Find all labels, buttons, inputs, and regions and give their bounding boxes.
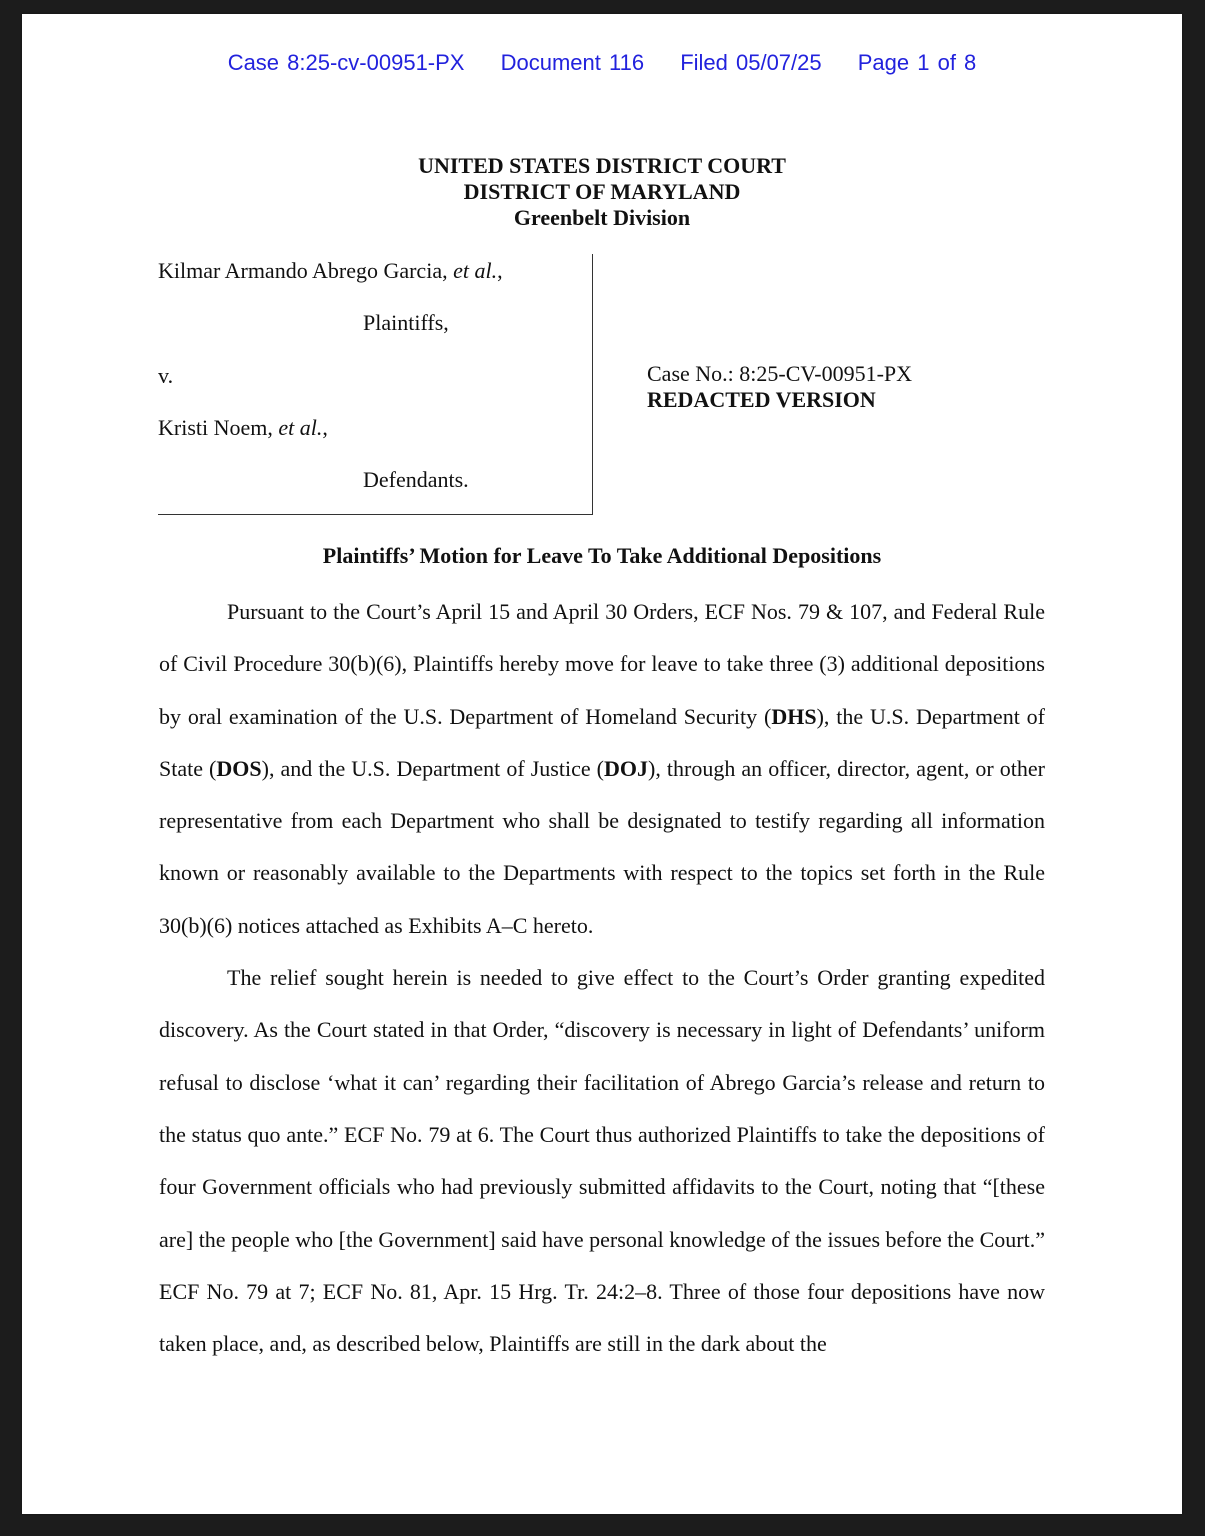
court-district: DISTRICT OF MARYLAND	[463, 179, 741, 204]
versus: v.	[158, 363, 174, 388]
court-division: Greenbelt Division	[513, 205, 691, 230]
defendant-name: Kristi Noem, et al.,	[158, 415, 328, 440]
court-heading	[22, 153, 1182, 231]
header-filed: Filed 05/07/25	[680, 50, 822, 75]
paragraph-2: The relief sought herein is needed to give effect to the Court’s Order granting expedited discovery. As the Court stated in that Order, “discovery is necessary in light of Defendants’ uniform refusal to disclose ‘what it can’ regarding their facilitation of Abrego Garcia’s release and return to the status quo ante.” ECF No. 79 at 6. The Court thus authorized Plaintiffs to take the depositions of four Government officials who had previously submitted affidavits to the Court, noting that “[these are] the people who [the Government] said have personal knowledge of the issues before the Court.” ECF No. 79 at 7; ECF No. 81, Apr. 15 Hrg. Tr. 24:2–8. Three of those four depositions have now taken place, and, as described below, Plaintiffs are still in the dark about the	[159, 965, 1045, 1357]
plaintiffs-label: Plaintiffs,	[363, 310, 449, 335]
defendants-label: Defendants.	[363, 467, 469, 492]
header-page: Page 1 of 8	[857, 50, 977, 75]
motion-body	[159, 586, 1045, 1370]
case-number: Case No.: 8:25-CV-00951-PX	[647, 361, 913, 386]
redacted-label: REDACTED VERSION	[647, 387, 876, 412]
motion-title: Plaintiffs’ Motion for Leave To Take Additional Depositions	[322, 543, 882, 568]
paragraph-1: Pursuant to the Court’s April 15 and April 30 Orders, ECF Nos. 79 & 107, and Federal Rule of Civil Procedure 30(b)(6), Plaintiffs hereby move for leave to take three (3) additional depositions by oral examination of the U.S. Department of Homeland Security (DHS), the U.S. Department of State (DOS), and the U.S. Department of Justice (DOJ), through an officer, director, agent, or other representative from each Department who shall be designated to testify regarding all information known or reasonably available to the Departments with respect to the topics set forth in the Rule 30(b)(6) notices attached as Exhibits A–C hereto.	[159, 599, 1045, 938]
ecf-header	[22, 50, 1182, 76]
case-caption-number	[647, 361, 912, 413]
header-document: Document 116	[500, 50, 645, 75]
case-caption-parties	[158, 254, 593, 515]
header-case: Case 8:25-cv-00951-PX	[227, 50, 465, 75]
document-page	[22, 14, 1182, 1514]
plaintiff-name: Kilmar Armando Abrego Garcia, et al.,	[158, 258, 503, 283]
court-name: UNITED STATES DISTRICT COURT	[418, 153, 786, 178]
